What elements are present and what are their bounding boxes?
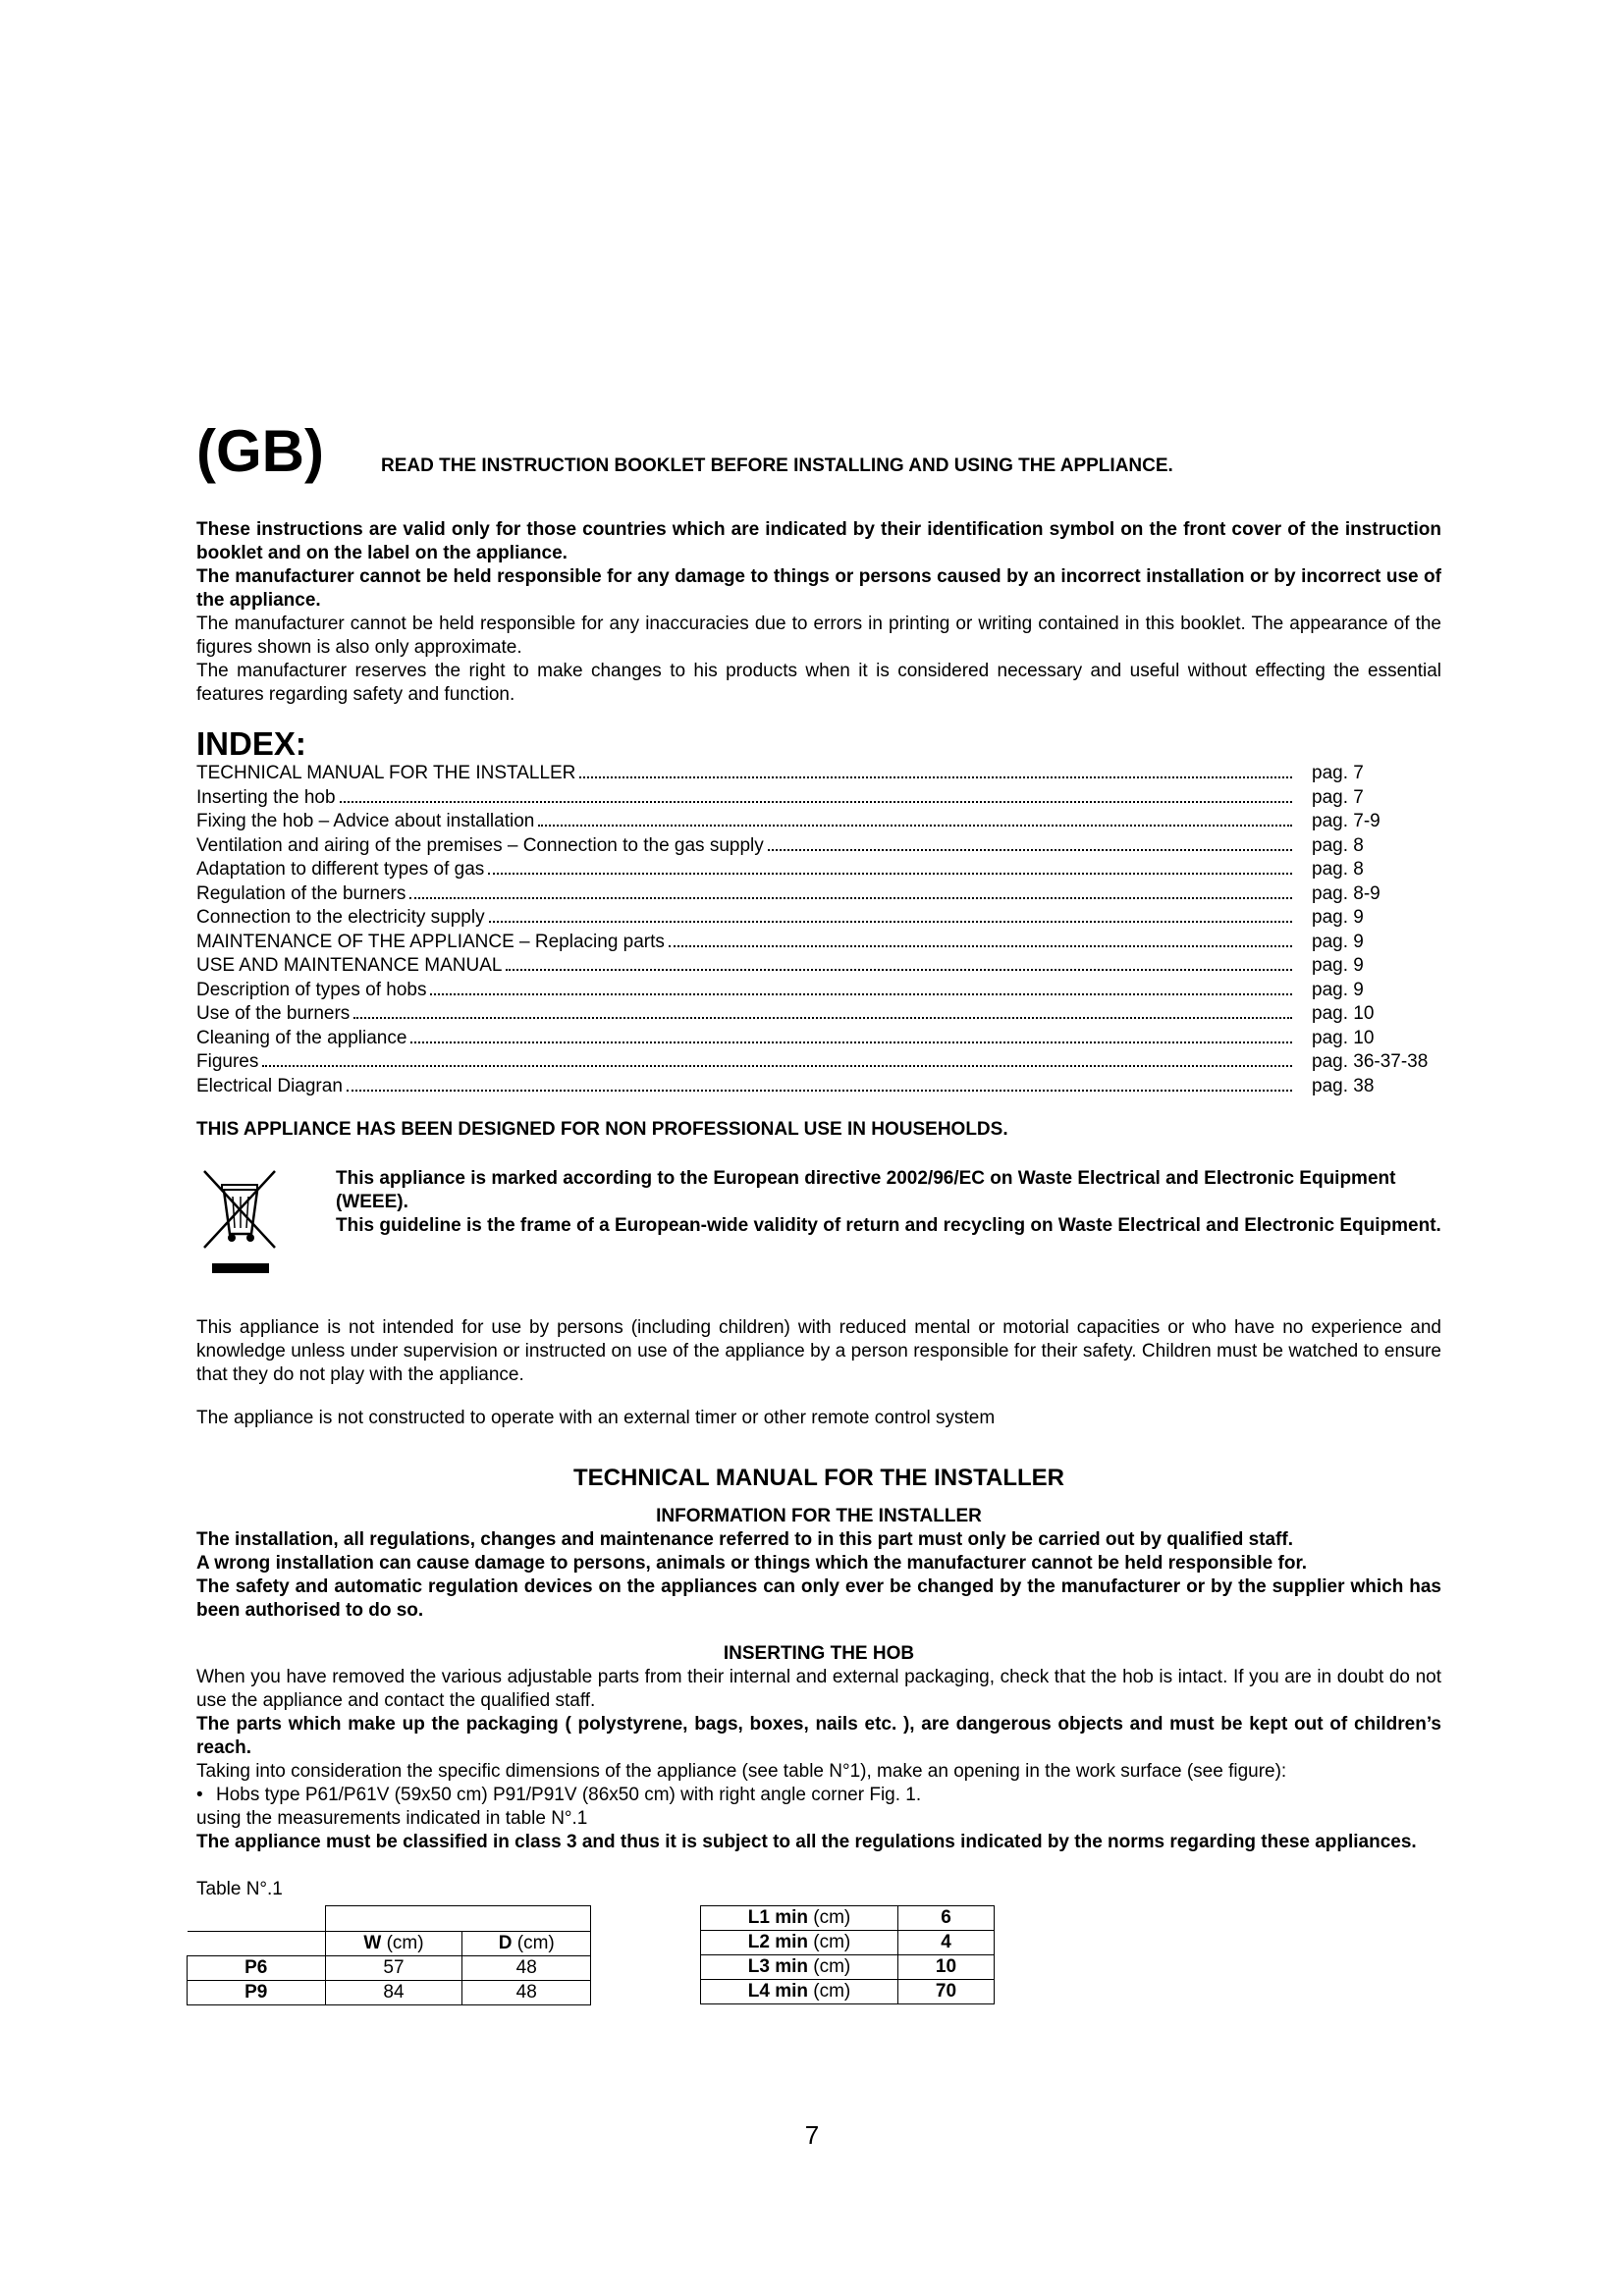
tables-area	[196, 1905, 1441, 2033]
info-wrong-installation: A wrong installation can cause damage to persons, animals or things which the manufacturer cannot be held responsible for.	[196, 1553, 1308, 1574]
weee-guideline: This guideline is the frame of a European-wide validity of return and recycling on Waste Electrical and Electronic Equipment.	[336, 1215, 1441, 1236]
table-row: L2 min (cm) 4	[701, 1931, 995, 1955]
safety-persons: This appliance is not intended for use by persons (including children) with reduced mental or motorial capacities or who have no experience and knowledge unless under supervision or instructed on use of the appliance by a person responsible for their safety. Children must be watched to ensure that they do not play with the appliance.	[196, 1317, 1441, 1385]
table-row: P9 84 48	[188, 1981, 591, 2005]
dot-leader	[262, 1064, 1292, 1067]
intro-changes: The manufacturer reserves the right to make changes to his products when it is considered necessary and useful without effecting the essential features regarding safety and function.	[196, 661, 1441, 705]
section-title: TECHNICAL MANUAL FOR THE INSTALLER	[573, 1465, 1064, 1491]
inserting-packaging-warning: The parts which make up the packaging ( polystyrene, bags, boxes, nails etc. ), are dangerous objects and must be kept out of children’s reach.	[196, 1714, 1441, 1758]
dot-leader	[347, 1089, 1292, 1092]
index-item: Ventilation and airing of the premises – Connection to the gas supply pag. 8	[196, 834, 1364, 856]
dimensions-table	[187, 1905, 591, 2005]
table-header-d: D (cm)	[462, 1932, 591, 1956]
dot-leader	[489, 920, 1292, 923]
table-caption: Table N°.1	[196, 1879, 283, 1899]
index-item: MAINTENANCE OF THE APPLIANCE – Replacing parts pag. 9	[196, 931, 1364, 952]
dot-leader	[579, 775, 1292, 778]
table-header-w: W (cm)	[325, 1932, 462, 1956]
inserting-text-3: Taking into consideration the specific dimensions of the appliance (see table N°1), make an opening in the work surface (see figure):	[196, 1761, 1287, 1782]
bullet-item: • Hobs type P61/P61V (59x50 cm) P91/P91V (86x50 cm) with right angle corner Fig. 1.	[196, 1785, 922, 1805]
index-title: INDEX:	[196, 725, 306, 762]
index-item: Description of types of hobs pag. 9	[196, 979, 1364, 1000]
index-item: Cleaning of the appliance pag. 10	[196, 1027, 1375, 1048]
dot-leader	[538, 824, 1292, 827]
dot-leader	[768, 848, 1292, 851]
dot-leader	[409, 896, 1292, 899]
index-item: Regulation of the burners pag. 8-9	[196, 882, 1380, 904]
info-safety-devices: The safety and automatic regulation devices on the appliances can only ever be changed by the manufacturer or by the supplier which has been authorised to do so.	[196, 1576, 1441, 1621]
crossed-out-bin-icon	[196, 1167, 336, 1287]
table-row: L1 min (cm) 6	[701, 1906, 995, 1931]
inserting-text-4: using the measurements indicated in table N°.1	[196, 1808, 588, 1829]
page-content	[196, 418, 1441, 2033]
index-item: TECHNICAL MANUAL FOR THE INSTALLER pag. 7	[196, 763, 1364, 783]
index-item: Inserting the hob pag. 7	[196, 786, 1364, 808]
inserting-text-1: When you have removed the various adjustable parts from their internal and external packaging, check that the hob is intact. If you are in doubt do not use the appliance and contact the qualified staff.	[196, 1667, 1441, 1711]
intro-liability: The manufacturer cannot be held responsible for any damage to things or persons caused by an incorrect installation or by incorrect use of the appliance.	[196, 566, 1441, 611]
index-item: USE AND MAINTENANCE MANUAL pag. 9	[196, 955, 1364, 976]
dot-leader	[506, 968, 1292, 971]
index-item: Connection to the electricity supply pag. 9	[196, 907, 1364, 928]
weee-block	[196, 1167, 1441, 1287]
intro-validity: These instructions are valid only for those countries which are indicated by their identification symbol on the front cover of the instruction booklet and on the label on the appliance.	[196, 519, 1441, 563]
inserting-class-3: The appliance must be classified in class 3 and thus it is subject to all the regulations indicated by the norms regarding these appliances.	[196, 1832, 1417, 1852]
household-notice: THIS APPLIANCE HAS BEEN DESIGNED FOR NON PROFESSIONAL USE IN HOUSEHOLDS.	[196, 1119, 1008, 1140]
weee-directive: This appliance is marked according to the European directive 2002/96/EC on Waste Electrical and Electronic Equipment (WEEE).	[336, 1168, 1396, 1212]
inserting-title: INSERTING THE HOB	[723, 1643, 915, 1664]
clearance-table	[700, 1905, 995, 2004]
table-row: L3 min (cm) 10	[701, 1955, 995, 1980]
index-item: Fixing the hob – Advice about installation pag. 7-9	[196, 811, 1380, 831]
booklet-warning: READ THE INSTRUCTION BOOKLET BEFORE INSTALLING AND USING THE APPLIANCE.	[381, 455, 1173, 476]
page-number: 7	[804, 2120, 820, 2150]
weee-text	[336, 1167, 1441, 1287]
table-row: P6 57 48	[188, 1956, 591, 1981]
info-title: INFORMATION FOR THE INSTALLER	[656, 1506, 982, 1526]
intro-inaccuracies: The manufacturer cannot be held responsible for any inaccuracies due to errors in printing or writing contained in this booklet. The appearance of the figures shown is also only approximate.	[196, 614, 1441, 658]
index-item: Use of the burners pag. 10	[196, 1003, 1375, 1024]
country-code: (GB)	[196, 418, 324, 484]
dot-leader	[430, 992, 1292, 995]
dot-leader	[488, 872, 1292, 875]
safety-remote: The appliance is not constructed to operate with an external timer or other remote control system	[196, 1408, 996, 1428]
bullet-icon: •	[196, 1785, 203, 1805]
index-item: Electrical Diagran pag. 38	[196, 1075, 1375, 1096]
dot-leader	[669, 944, 1292, 947]
dot-leader	[353, 1016, 1292, 1019]
info-qualified-staff: The installation, all regulations, changes and maintenance referred to in this part must only be carried out by qualified staff.	[196, 1529, 1293, 1550]
index-item: Figures pag. 36-37-38	[196, 1051, 1429, 1072]
dot-leader	[340, 800, 1292, 803]
page-header	[196, 418, 1441, 484]
index-list	[196, 762, 1441, 1098]
table-row: L4 min (cm) 70	[701, 1980, 995, 2004]
index-item: Adaptation to different types of gas pag. 8	[196, 859, 1364, 880]
dot-leader	[410, 1041, 1292, 1043]
